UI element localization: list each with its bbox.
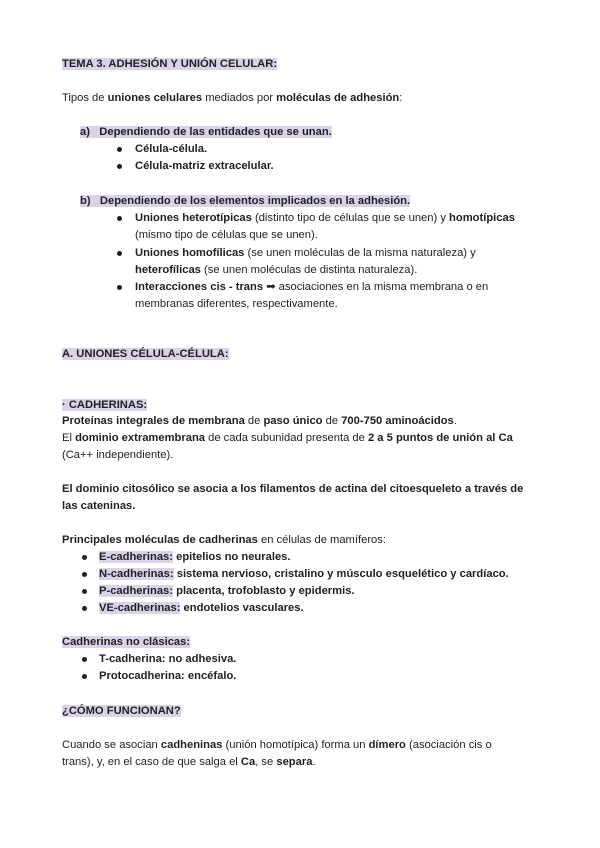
list-item: Interacciones cis - trans ➡ asociaciones en la misma membrana o en: [135, 281, 489, 293]
cadherinas-heading: · CADHERINAS:: [62, 399, 148, 411]
intro-line: Tipos de uniones celulares mediados por moléculas de adhesión:: [62, 92, 403, 104]
paragraph-line: Proteínas integrales de membrana de paso único de 700-750 aminoácidos.: [62, 415, 457, 427]
bullet-icon: [117, 147, 122, 152]
paragraph-line: Cuando se asocian cadheninas (unión homotípica) forma un dímero (asociación cis o: [62, 739, 492, 751]
bullet-icon: [82, 657, 87, 662]
list-item: Protocadherina: encéfalo.: [99, 670, 237, 682]
bullet-icon: [82, 572, 87, 577]
bullet-icon: [117, 285, 122, 290]
list-item: Uniones homofílicas (se unen moléculas de la misma naturaleza) y: [135, 247, 476, 259]
list-item: Uniones heterotípicas (distinto tipo de células que se unen) y homotípicas: [135, 212, 515, 224]
bullet-icon: [82, 555, 87, 560]
list-item-continuation: (mismo tipo de células que se unen).: [135, 229, 318, 241]
list-item-continuation: membranas diferentes, respectivamente.: [135, 298, 338, 310]
paragraph-line: El dominio citosólico se asocia a los filamentos de actina del citoesqueleto a través de: [62, 483, 524, 495]
section-heading: ¿CÓMO FUNCIONAN?: [62, 705, 181, 717]
bullet-icon: [82, 606, 87, 611]
subheading: Cadherinas no clásicas:: [62, 636, 191, 648]
paragraph-line: El dominio extramembrana de cada subunidad presenta de 2 a 5 puntos de unión al Ca: [62, 432, 513, 444]
list-item: T-cadherina: no adhesiva.: [99, 653, 237, 665]
paragraph-line: Principales moléculas de cadherinas en células de mamíferos:: [62, 534, 386, 546]
list-item-continuation: heterofílicas (se unen moléculas de distinta naturaleza).: [135, 264, 418, 276]
paragraph-line: trans), y, en el caso de que salga el Ca, se separa.: [62, 756, 316, 768]
list-item: E-cadherinas: epitelios no neurales.: [99, 551, 291, 563]
paragraph-line: las cateninas.: [62, 500, 136, 512]
document-title: TEMA 3. ADHESIÓN Y UNIÓN CELULAR:: [62, 58, 278, 70]
paragraph-line: (Ca++ independiente).: [62, 449, 174, 461]
bullet-icon: [82, 589, 87, 594]
section-a-heading: a) Dependiendo de las entidades que se unan.: [80, 126, 332, 138]
list-item: P-cadherinas: placenta, trofoblasto y epidermis.: [99, 585, 355, 597]
bullet-icon: [117, 164, 122, 169]
list-item: Célula-matriz extracelular.: [135, 160, 274, 172]
section-heading: A. UNIONES CÉLULA-CÉLULA:: [62, 348, 229, 360]
bullet-icon: [117, 216, 122, 221]
list-item: VE-cadherinas: endotelios vasculares.: [99, 602, 304, 614]
section-b-heading: b) Dependiendo de los elementos implicados en la adhesión.: [80, 195, 411, 207]
list-item: N-cadherinas: sistema nervioso, cristalino y músculo esquelético y cardíaco.: [99, 568, 509, 580]
list-item: Célula-célula.: [135, 143, 208, 155]
bullet-icon: [82, 674, 87, 679]
bullet-icon: [117, 251, 122, 256]
